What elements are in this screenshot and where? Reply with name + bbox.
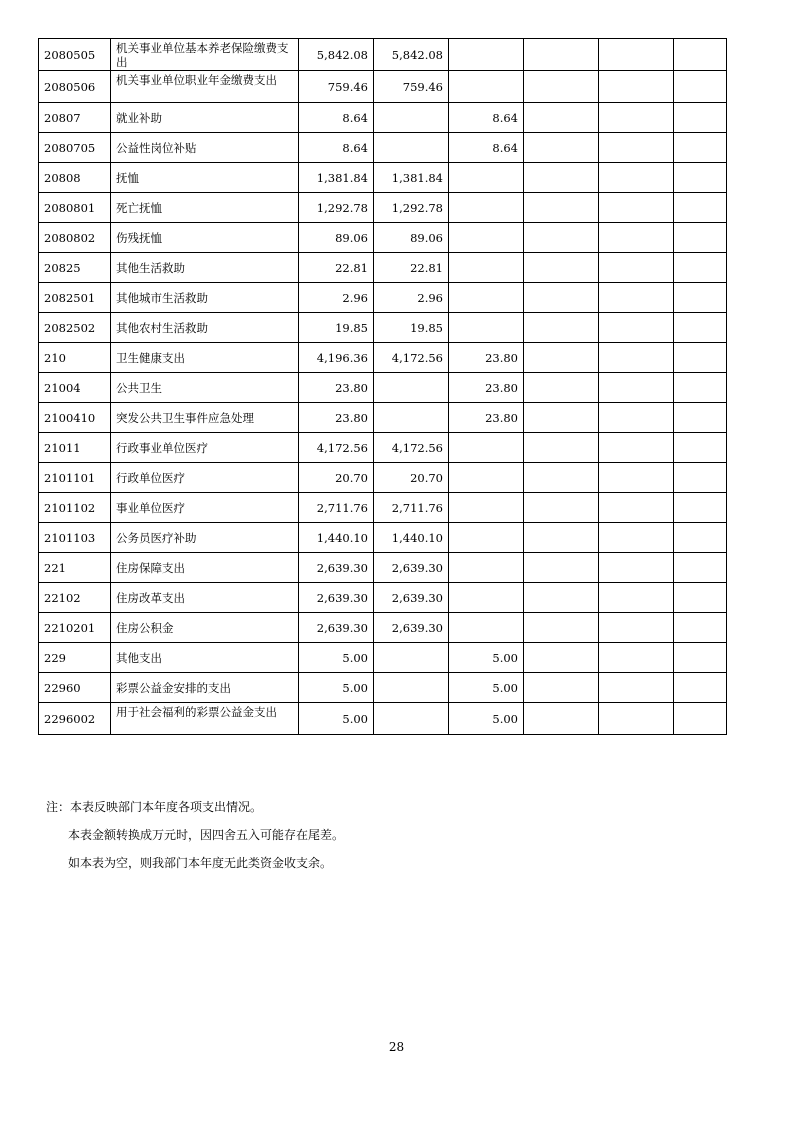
table-row [39, 313, 727, 343]
cell-total: 2,711.76 [299, 493, 374, 523]
cell-code: 2080505 [39, 39, 111, 71]
cell-project [449, 193, 524, 223]
cell-col6 [599, 583, 674, 613]
cell-total: 5.00 [299, 643, 374, 673]
cell-project [449, 583, 524, 613]
cell-basic: 2,639.30 [374, 553, 449, 583]
cell-basic [374, 673, 449, 703]
cell-code: 2082501 [39, 283, 111, 313]
cell-col5 [524, 673, 599, 703]
cell-code: 2101102 [39, 493, 111, 523]
expenditure-table [38, 38, 727, 735]
cell-col6 [599, 313, 674, 343]
cell-basic: 2,639.30 [374, 583, 449, 613]
cell-name: 伤残抚恤 [111, 223, 299, 253]
cell-basic [374, 643, 449, 673]
cell-col6 [599, 703, 674, 735]
cell-name: 公共卫生 [111, 373, 299, 403]
cell-col7 [674, 313, 727, 343]
cell-col5 [524, 403, 599, 433]
cell-code: 20807 [39, 103, 111, 133]
cell-total: 1,440.10 [299, 523, 374, 553]
cell-code: 22102 [39, 583, 111, 613]
cell-col7 [674, 103, 727, 133]
cell-project [449, 313, 524, 343]
cell-total: 1,381.84 [299, 163, 374, 193]
cell-basic: 1,292.78 [374, 193, 449, 223]
table-row [39, 223, 727, 253]
cell-col5 [524, 133, 599, 163]
cell-name: 其他支出 [111, 643, 299, 673]
table-row [39, 523, 727, 553]
table-row [39, 133, 727, 163]
note-line-1: 注：本表反映部门本年度各项支出情况。 [46, 800, 263, 814]
cell-total: 19.85 [299, 313, 374, 343]
cell-code: 2080801 [39, 193, 111, 223]
cell-project: 5.00 [449, 643, 524, 673]
cell-col7 [674, 373, 727, 403]
cell-code: 2100410 [39, 403, 111, 433]
cell-total: 8.64 [299, 133, 374, 163]
cell-col7 [674, 493, 727, 523]
table-row [39, 343, 727, 373]
table-row [39, 103, 727, 133]
cell-col6 [599, 403, 674, 433]
cell-project [449, 463, 524, 493]
cell-col5 [524, 343, 599, 373]
cell-basic: 759.46 [374, 71, 449, 103]
cell-code: 2296002 [39, 703, 111, 735]
cell-col6 [599, 523, 674, 553]
cell-project: 5.00 [449, 673, 524, 703]
cell-col5 [524, 643, 599, 673]
table-row [39, 253, 727, 283]
cell-col7 [674, 553, 727, 583]
cell-code: 2210201 [39, 613, 111, 643]
cell-col7 [674, 583, 727, 613]
cell-total: 4,172.56 [299, 433, 374, 463]
table-notes [46, 793, 746, 877]
cell-col5 [524, 313, 599, 343]
cell-name: 住房保障支出 [111, 553, 299, 583]
cell-col7 [674, 463, 727, 493]
cell-code: 20808 [39, 163, 111, 193]
cell-project [449, 493, 524, 523]
cell-name: 抚恤 [111, 163, 299, 193]
cell-code: 20825 [39, 253, 111, 283]
cell-project [449, 523, 524, 553]
cell-col7 [674, 613, 727, 643]
cell-total: 1,292.78 [299, 193, 374, 223]
cell-col7 [674, 433, 727, 463]
note-line-3: 如本表为空，则我部门本年度无此类资金收支余。 [68, 856, 333, 870]
cell-col5 [524, 71, 599, 103]
cell-col7 [674, 673, 727, 703]
cell-col7 [674, 403, 727, 433]
cell-total: 2.96 [299, 283, 374, 313]
cell-name: 其他农村生活救助 [111, 313, 299, 343]
cell-code: 2080705 [39, 133, 111, 163]
cell-project: 8.64 [449, 133, 524, 163]
table-row [39, 71, 727, 103]
cell-basic: 19.85 [374, 313, 449, 343]
cell-code: 21011 [39, 433, 111, 463]
table-row [39, 433, 727, 463]
cell-col7 [674, 193, 727, 223]
cell-col5 [524, 39, 599, 71]
cell-name: 死亡抚恤 [111, 193, 299, 223]
cell-col6 [599, 373, 674, 403]
table-row [39, 703, 727, 735]
cell-name: 住房改革支出 [111, 583, 299, 613]
cell-total: 8.64 [299, 103, 374, 133]
cell-basic: 89.06 [374, 223, 449, 253]
cell-name: 机关事业单位职业年金缴费支出 [111, 71, 299, 103]
cell-project: 23.80 [449, 343, 524, 373]
table-row [39, 493, 727, 523]
cell-total: 23.80 [299, 403, 374, 433]
table-row [39, 613, 727, 643]
cell-col7 [674, 703, 727, 735]
cell-col6 [599, 613, 674, 643]
cell-basic: 22.81 [374, 253, 449, 283]
cell-col5 [524, 463, 599, 493]
table-row [39, 39, 727, 71]
cell-name: 住房公积金 [111, 613, 299, 643]
cell-col6 [599, 433, 674, 463]
cell-total: 22.81 [299, 253, 374, 283]
cell-project [449, 553, 524, 583]
cell-col7 [674, 253, 727, 283]
cell-col6 [599, 103, 674, 133]
cell-col7 [674, 71, 727, 103]
table-row [39, 403, 727, 433]
cell-basic: 2,639.30 [374, 613, 449, 643]
cell-col7 [674, 343, 727, 373]
cell-col5 [524, 223, 599, 253]
cell-basic: 20.70 [374, 463, 449, 493]
cell-basic: 2,711.76 [374, 493, 449, 523]
cell-project: 23.80 [449, 403, 524, 433]
cell-code: 22960 [39, 673, 111, 703]
cell-col5 [524, 163, 599, 193]
note-line-2: 本表金额转换成万元时，因四舍五入可能存在尾差。 [68, 828, 345, 842]
cell-col5 [524, 493, 599, 523]
cell-name: 公益性岗位补贴 [111, 133, 299, 163]
cell-basic: 1,381.84 [374, 163, 449, 193]
cell-col5 [524, 703, 599, 735]
cell-col6 [599, 163, 674, 193]
table-row [39, 193, 727, 223]
cell-basic: 1,440.10 [374, 523, 449, 553]
cell-col7 [674, 643, 727, 673]
cell-name: 事业单位医疗 [111, 493, 299, 523]
table-row [39, 163, 727, 193]
cell-name: 突发公共卫生事件应急处理 [111, 403, 299, 433]
cell-col5 [524, 253, 599, 283]
table-row [39, 553, 727, 583]
cell-project [449, 223, 524, 253]
table-body [39, 39, 727, 735]
cell-total: 4,196.36 [299, 343, 374, 373]
cell-total: 2,639.30 [299, 613, 374, 643]
cell-total: 23.80 [299, 373, 374, 403]
cell-project [449, 71, 524, 103]
cell-project [449, 253, 524, 283]
table-row [39, 673, 727, 703]
cell-col6 [599, 71, 674, 103]
cell-total: 89.06 [299, 223, 374, 253]
table-row [39, 583, 727, 613]
cell-col5 [524, 103, 599, 133]
cell-col7 [674, 523, 727, 553]
cell-name: 用于社会福利的彩票公益金支出 [111, 703, 299, 735]
cell-col5 [524, 433, 599, 463]
cell-basic: 4,172.56 [374, 343, 449, 373]
cell-project [449, 163, 524, 193]
cell-name: 其他生活救助 [111, 253, 299, 283]
cell-code: 210 [39, 343, 111, 373]
cell-basic [374, 703, 449, 735]
cell-total: 5.00 [299, 703, 374, 735]
cell-name: 机关事业单位基本养老保险缴费支出 [111, 39, 299, 71]
cell-name: 就业补助 [111, 103, 299, 133]
cell-total: 2,639.30 [299, 583, 374, 613]
cell-project [449, 613, 524, 643]
cell-basic [374, 403, 449, 433]
cell-code: 2082502 [39, 313, 111, 343]
cell-name: 行政事业单位医疗 [111, 433, 299, 463]
cell-name: 公务员医疗补助 [111, 523, 299, 553]
cell-col6 [599, 553, 674, 583]
cell-col6 [599, 343, 674, 373]
cell-project [449, 283, 524, 313]
table-row [39, 463, 727, 493]
cell-col6 [599, 463, 674, 493]
cell-name: 卫生健康支出 [111, 343, 299, 373]
cell-total: 759.46 [299, 71, 374, 103]
cell-col6 [599, 253, 674, 283]
cell-col6 [599, 193, 674, 223]
cell-col7 [674, 283, 727, 313]
cell-project: 5.00 [449, 703, 524, 735]
cell-basic [374, 373, 449, 403]
cell-basic: 5,842.08 [374, 39, 449, 71]
cell-project: 23.80 [449, 373, 524, 403]
cell-col6 [599, 223, 674, 253]
cell-total: 5.00 [299, 673, 374, 703]
cell-col7 [674, 163, 727, 193]
cell-col6 [599, 493, 674, 523]
cell-code: 221 [39, 553, 111, 583]
cell-col5 [524, 613, 599, 643]
cell-col6 [599, 39, 674, 71]
cell-name: 其他城市生活救助 [111, 283, 299, 313]
cell-col5 [524, 583, 599, 613]
cell-basic: 2.96 [374, 283, 449, 313]
table-row [39, 283, 727, 313]
cell-code: 229 [39, 643, 111, 673]
cell-code: 21004 [39, 373, 111, 403]
cell-col7 [674, 223, 727, 253]
cell-basic: 4,172.56 [374, 433, 449, 463]
cell-total: 2,639.30 [299, 553, 374, 583]
cell-col5 [524, 523, 599, 553]
cell-col6 [599, 673, 674, 703]
cell-col7 [674, 39, 727, 71]
cell-name: 彩票公益金安排的支出 [111, 673, 299, 703]
cell-col5 [524, 553, 599, 583]
cell-col5 [524, 283, 599, 313]
cell-col6 [599, 643, 674, 673]
cell-total: 5,842.08 [299, 39, 374, 71]
cell-project [449, 433, 524, 463]
cell-col6 [599, 133, 674, 163]
table-row [39, 373, 727, 403]
cell-code: 2080802 [39, 223, 111, 253]
cell-basic [374, 103, 449, 133]
cell-col5 [524, 373, 599, 403]
cell-col5 [524, 193, 599, 223]
cell-project [449, 39, 524, 71]
cell-col7 [674, 133, 727, 163]
cell-code: 2080506 [39, 71, 111, 103]
cell-total: 20.70 [299, 463, 374, 493]
table-row [39, 643, 727, 673]
cell-project: 8.64 [449, 103, 524, 133]
cell-basic [374, 133, 449, 163]
cell-code: 2101103 [39, 523, 111, 553]
cell-name: 行政单位医疗 [111, 463, 299, 493]
cell-col6 [599, 283, 674, 313]
page-number: 28 [388, 1040, 405, 1054]
cell-code: 2101101 [39, 463, 111, 493]
